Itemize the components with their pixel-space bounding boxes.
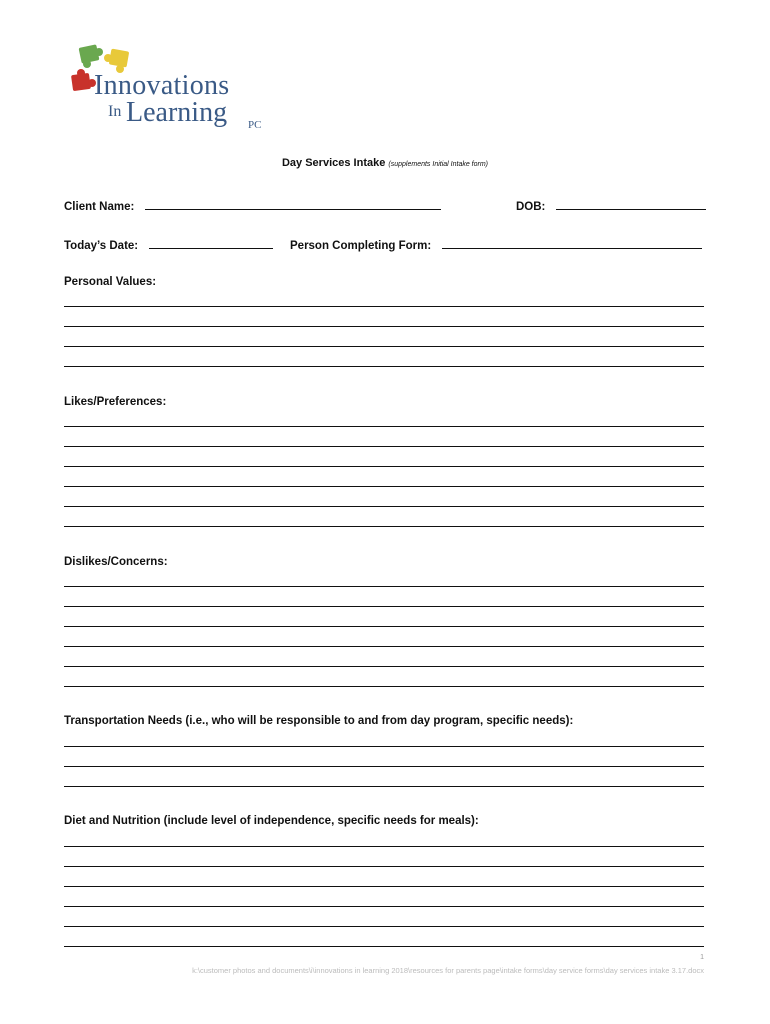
likes-preferences-line[interactable]: [64, 446, 704, 447]
likes-preferences-line[interactable]: [64, 486, 704, 487]
form-title-subtitle: (supplements Initial Intake form): [388, 161, 489, 168]
logo-text-learning: Learning: [126, 97, 228, 128]
diet-nutrition-line[interactable]: [64, 946, 704, 947]
likes-preferences-line[interactable]: [64, 466, 704, 467]
person-completing-label: Person Completing Form:: [290, 240, 432, 252]
todays-date-field: [64, 236, 273, 254]
diet-nutrition-label: Diet and Nutrition (include level of independence, specific needs for meals):: [64, 815, 479, 827]
dislikes-concerns-line[interactable]: [64, 626, 704, 627]
dislikes-concerns-line[interactable]: [64, 686, 704, 687]
dislikes-concerns-line[interactable]: [64, 646, 704, 647]
footer-file-path: k:\customer photos and documents\i\innovations in learning 2018\resources for parents page\intake forms\day service forms\day services intake 3.17.docx: [192, 966, 704, 975]
todays-date-input[interactable]: [149, 238, 273, 249]
dislikes-concerns-line[interactable]: [64, 606, 704, 607]
form-title: [0, 157, 770, 169]
dob-field: [516, 197, 706, 215]
person-completing-input[interactable]: [442, 238, 702, 249]
logo-text-innovations: Innovations: [94, 70, 230, 101]
diet-nutrition-line[interactable]: [64, 886, 704, 887]
client-name-input[interactable]: [145, 199, 441, 210]
dislikes-concerns-line[interactable]: [64, 586, 704, 587]
diet-nutrition-line[interactable]: [64, 926, 704, 927]
logo-text-pc: PC: [248, 119, 262, 131]
page-number: 1: [700, 954, 704, 961]
transportation-needs-line[interactable]: [64, 766, 704, 767]
likes-preferences-label: Likes/Preferences:: [64, 396, 167, 408]
todays-date-label: Today’s Date:: [64, 240, 139, 252]
person-completing-field: [290, 236, 702, 254]
client-name-label: Client Name:: [64, 201, 135, 213]
personal-values-line[interactable]: [64, 306, 704, 307]
personal-values-line[interactable]: [64, 346, 704, 347]
green-puzzle-piece: [79, 44, 103, 68]
personal-values-line[interactable]: [64, 326, 704, 327]
likes-preferences-line[interactable]: [64, 526, 704, 527]
dislikes-concerns-line[interactable]: [64, 666, 704, 667]
form-title-main: Day Services Intake: [281, 157, 386, 169]
dob-input[interactable]: [556, 199, 706, 210]
transportation-needs-line[interactable]: [64, 746, 704, 747]
likes-preferences-line[interactable]: [64, 426, 704, 427]
dislikes-concerns-label: Dislikes/Concerns:: [64, 556, 168, 568]
client-name-field: [64, 197, 441, 215]
transportation-needs-label: Transportation Needs (i.e., who will be responsible to and from day program, specific needs):: [64, 715, 574, 727]
diet-nutrition-line[interactable]: [64, 846, 704, 847]
likes-preferences-line[interactable]: [64, 506, 704, 507]
company-logo: [66, 42, 276, 134]
diet-nutrition-line[interactable]: [64, 866, 704, 867]
personal-values-label: Personal Values:: [64, 276, 157, 288]
personal-values-line[interactable]: [64, 366, 704, 367]
diet-nutrition-line[interactable]: [64, 906, 704, 907]
red-puzzle-piece: [71, 69, 96, 91]
dob-label: DOB:: [516, 201, 546, 213]
logo-text-in: In: [108, 103, 122, 120]
transportation-needs-line[interactable]: [64, 786, 704, 787]
